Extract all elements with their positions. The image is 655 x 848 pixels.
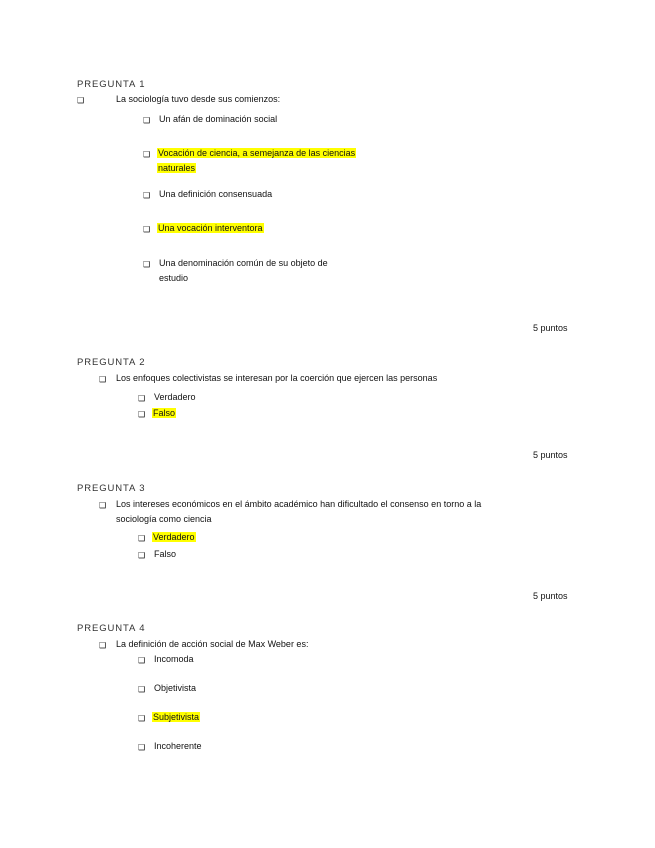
square-bullet-icon: ❑	[138, 714, 146, 723]
question-2-prompt: Los enfoques colectivistas se interesan por la coerción que ejercen las personas	[116, 373, 438, 383]
square-bullet-icon: ❑	[138, 656, 146, 665]
question-4-prompt: La definición de acción social de Max Weber es:	[116, 639, 309, 649]
square-bullet-icon: ❑	[138, 410, 146, 419]
question-1-option-4	[157, 221, 264, 236]
highlight-mark: Subjetivista	[153, 712, 200, 722]
question-1-option-3: Una definición consensuada	[159, 189, 273, 199]
question-4-option-4: Incoherente	[154, 741, 202, 751]
square-bullet-icon: ❑	[143, 191, 151, 200]
prompt-line: Los intereses económicos en el ámbito académico han dificultado el consenso en torno a la	[116, 499, 482, 509]
highlight-mark: Vocación de ciencia, a semejanza de las ciencias	[158, 148, 356, 158]
question-1-prompt: La sociología tuvo desde sus comienzos:	[116, 94, 281, 104]
square-bullet-icon: ❑	[138, 685, 146, 694]
square-bullet-icon: ❑	[99, 641, 107, 650]
highlight-mark: Una vocación interventora	[158, 223, 263, 233]
square-bullet-icon: ❑	[138, 743, 146, 752]
question-1-option-2	[157, 146, 356, 176]
question-1-heading: PREGUNTA 1	[77, 79, 146, 90]
prompt-line: sociología como ciencia	[116, 514, 212, 524]
question-4-heading: PREGUNTA 4	[77, 623, 146, 634]
question-3-heading: PREGUNTA 3	[77, 483, 146, 494]
question-4-option-3	[152, 710, 200, 725]
question-4-option-2: Objetivista	[154, 683, 197, 693]
question-3-option-2: Falso	[154, 549, 177, 559]
square-bullet-icon: ❑	[99, 501, 107, 510]
square-bullet-icon: ❑	[138, 534, 146, 543]
square-bullet-icon: ❑	[99, 375, 107, 384]
square-bullet-icon: ❑	[138, 394, 146, 403]
highlight-mark: naturales	[158, 163, 196, 173]
option-line: Una denominación común de su objeto de	[159, 258, 328, 268]
square-bullet-icon: ❑	[77, 96, 85, 105]
question-3-option-1	[152, 530, 196, 545]
question-4-option-1: Incomoda	[154, 654, 194, 664]
option-line: estudio	[159, 273, 189, 283]
question-3-points: 5 puntos	[533, 591, 568, 601]
question-2-option-2	[152, 406, 176, 421]
square-bullet-icon: ❑	[143, 260, 151, 269]
highlight-mark: Verdadero	[153, 532, 195, 542]
square-bullet-icon: ❑	[143, 150, 151, 159]
square-bullet-icon: ❑	[143, 116, 151, 125]
question-3-prompt	[116, 497, 481, 527]
question-1-option-1: Un afán de dominación social	[159, 114, 278, 124]
question-2-heading: PREGUNTA 2	[77, 357, 146, 368]
question-2-option-1: Verdadero	[154, 392, 196, 402]
question-2-points: 5 puntos	[533, 450, 568, 460]
square-bullet-icon: ❑	[138, 551, 146, 560]
highlight-mark: Falso	[153, 408, 176, 418]
question-1-points: 5 puntos	[533, 323, 568, 333]
question-1-option-5	[159, 256, 328, 286]
square-bullet-icon: ❑	[143, 225, 151, 234]
